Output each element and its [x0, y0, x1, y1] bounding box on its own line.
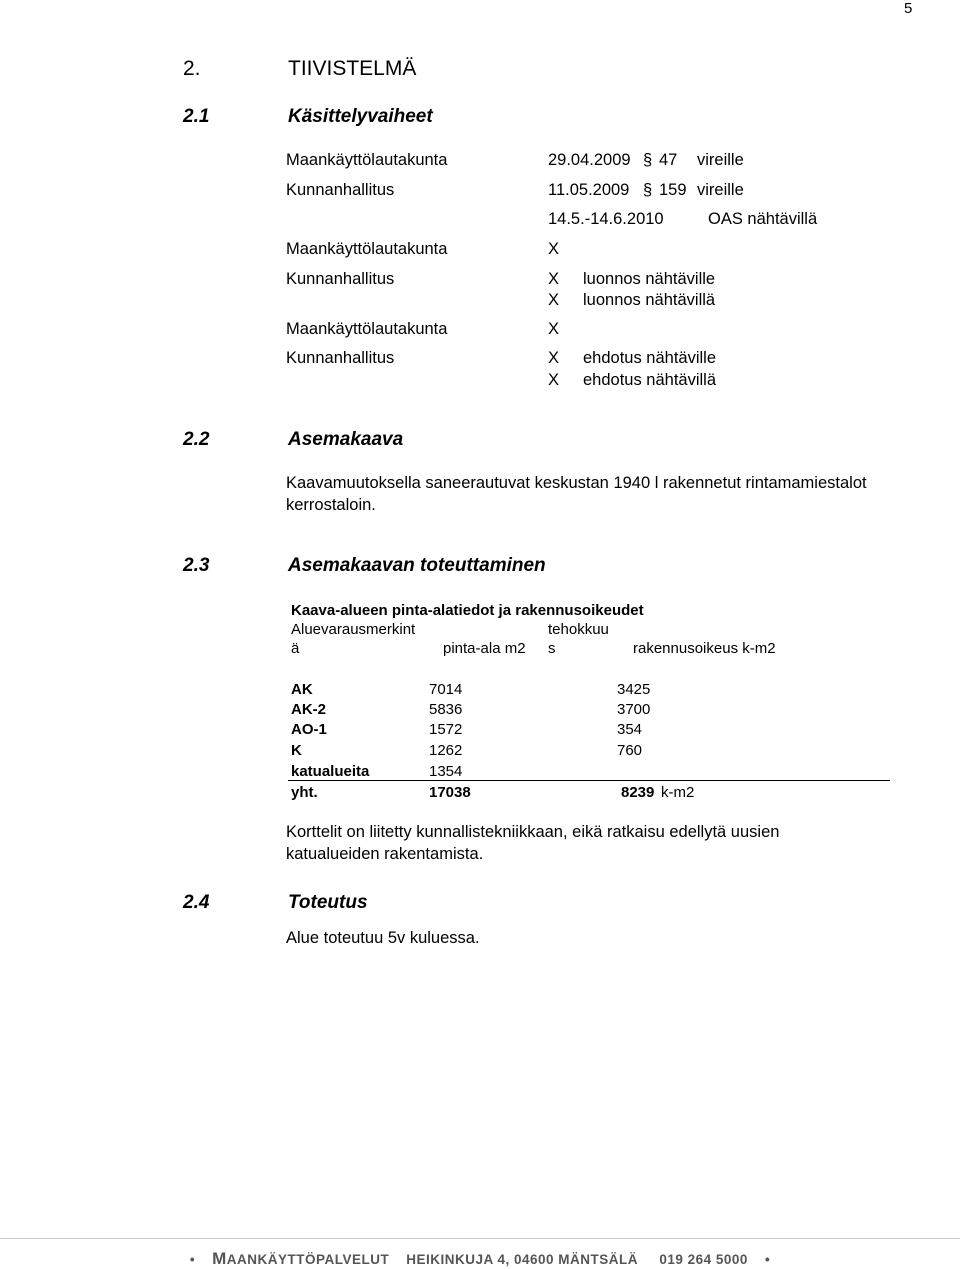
table-cell-code: AO-1	[291, 721, 327, 738]
step-mark: X	[548, 270, 560, 288]
footer-divider	[0, 1238, 960, 1239]
step-status: ehdotus nähtäville	[583, 349, 717, 367]
footer-phone: 019 264 5000	[659, 1252, 748, 1267]
step-status: luonnos nähtäville	[583, 270, 716, 288]
step-body: Maankäyttölautakunta	[286, 320, 448, 338]
column-header-code: Aluevarausmerkint	[291, 621, 416, 638]
subsection-title: Asemakaava	[288, 429, 404, 450]
step-status: vireille	[697, 151, 744, 169]
column-header-code-cont: ä	[291, 640, 300, 657]
step-date: 11.05.2009	[548, 181, 630, 199]
footer	[0, 1249, 960, 1269]
step-mark: X	[548, 320, 560, 338]
table-cell-area: 5836	[429, 701, 463, 718]
paragraph-line: kerrostaloin.	[286, 496, 376, 514]
paragraph-line: katualueiden rakentamista.	[286, 845, 484, 863]
step-body: Kunnanhallitus	[286, 349, 395, 367]
footer-bullet: •	[764, 1252, 771, 1267]
table-cell-right: 760	[617, 742, 643, 759]
subsection-number: 2.4	[183, 892, 210, 913]
footer-bullet: •	[189, 1252, 196, 1267]
paragraph-line: Alue toteutuu 5v kuluessa.	[286, 929, 480, 947]
step-date: 29.04.2009	[548, 151, 631, 169]
subsection-number: 2.1	[183, 106, 210, 127]
table-cell-code: K	[291, 742, 302, 759]
column-header-building-right: rakennusoikeus k-m2	[633, 640, 776, 657]
subsection-number: 2.2	[183, 429, 210, 450]
paragraph-line: Korttelit on liitetty kunnallistekniikkaan, eikä ratkaisu edellytä uusien	[286, 823, 780, 841]
footer-dept: AANKÄYTTÖPALVELUT	[226, 1252, 390, 1267]
table-total-divider	[288, 780, 890, 781]
table-cell-right: 3425	[617, 681, 651, 698]
step-section-sign: §	[643, 181, 653, 199]
table-cell-right: 354	[617, 721, 643, 738]
table-cell-right: 3700	[617, 701, 651, 718]
table-total-label: yht.	[291, 784, 318, 801]
step-section-sign: §	[643, 151, 653, 169]
footer-dept-initial: M	[212, 1249, 227, 1268]
paragraph-line: Kaavamuutoksella saneerautuvat keskustan 1940 l rakennetut rintamamiestalot	[286, 474, 867, 492]
subsection-title: Asemakaavan toteuttaminen	[288, 555, 546, 576]
step-body: Maankäyttölautakunta	[286, 240, 448, 258]
step-mark: X	[548, 240, 560, 258]
footer-address: HEIKINKUJA 4, 04600 MÄNTSÄLÄ	[406, 1252, 639, 1267]
step-status: OAS nähtävillä	[708, 210, 818, 228]
step-status: ehdotus nähtävillä	[583, 371, 717, 389]
column-header-area: pinta-ala m2	[443, 640, 526, 657]
subsection-number: 2.3	[183, 555, 210, 576]
table-cell-area: 7014	[429, 681, 463, 698]
table-cell-code: katualueita	[291, 763, 370, 780]
table-cell-code: AK	[291, 681, 313, 698]
step-body: Kunnanhallitus	[286, 270, 395, 288]
table-total-right: 8239	[621, 784, 655, 801]
subsection-title: Toteutus	[288, 892, 368, 913]
table-cell-area: 1572	[429, 721, 463, 738]
column-header-efficiency-cont: s	[548, 640, 556, 657]
step-status: vireille	[697, 181, 744, 199]
step-status: luonnos nähtävillä	[583, 291, 716, 309]
table-cell-code: AK-2	[291, 701, 327, 718]
step-body: Maankäyttölautakunta	[286, 151, 448, 169]
section-number: 2.	[183, 57, 201, 80]
table-total-unit: k-m2	[661, 784, 695, 801]
section-title: TIIVISTELMÄ	[288, 57, 417, 80]
step-mark: X	[548, 291, 560, 309]
step-body: Kunnanhallitus	[286, 181, 395, 199]
table-caption: Kaava-alueen pinta-alatiedot ja rakennusoikeudet	[291, 602, 644, 619]
table-cell-area: 1354	[429, 763, 463, 780]
table-cell-area: 1262	[429, 742, 463, 759]
step-mark: X	[548, 371, 560, 389]
step-mark: X	[548, 349, 560, 367]
page-number: 5	[904, 0, 913, 17]
step-number: 159	[659, 181, 687, 199]
subsection-title: Käsittelyvaiheet	[288, 106, 433, 127]
column-header-efficiency: tehokkuu	[548, 621, 609, 638]
step-number: 47	[659, 151, 678, 169]
step-date: 14.5.-14.6.2010	[548, 210, 664, 228]
table-total-area: 17038	[429, 784, 471, 801]
